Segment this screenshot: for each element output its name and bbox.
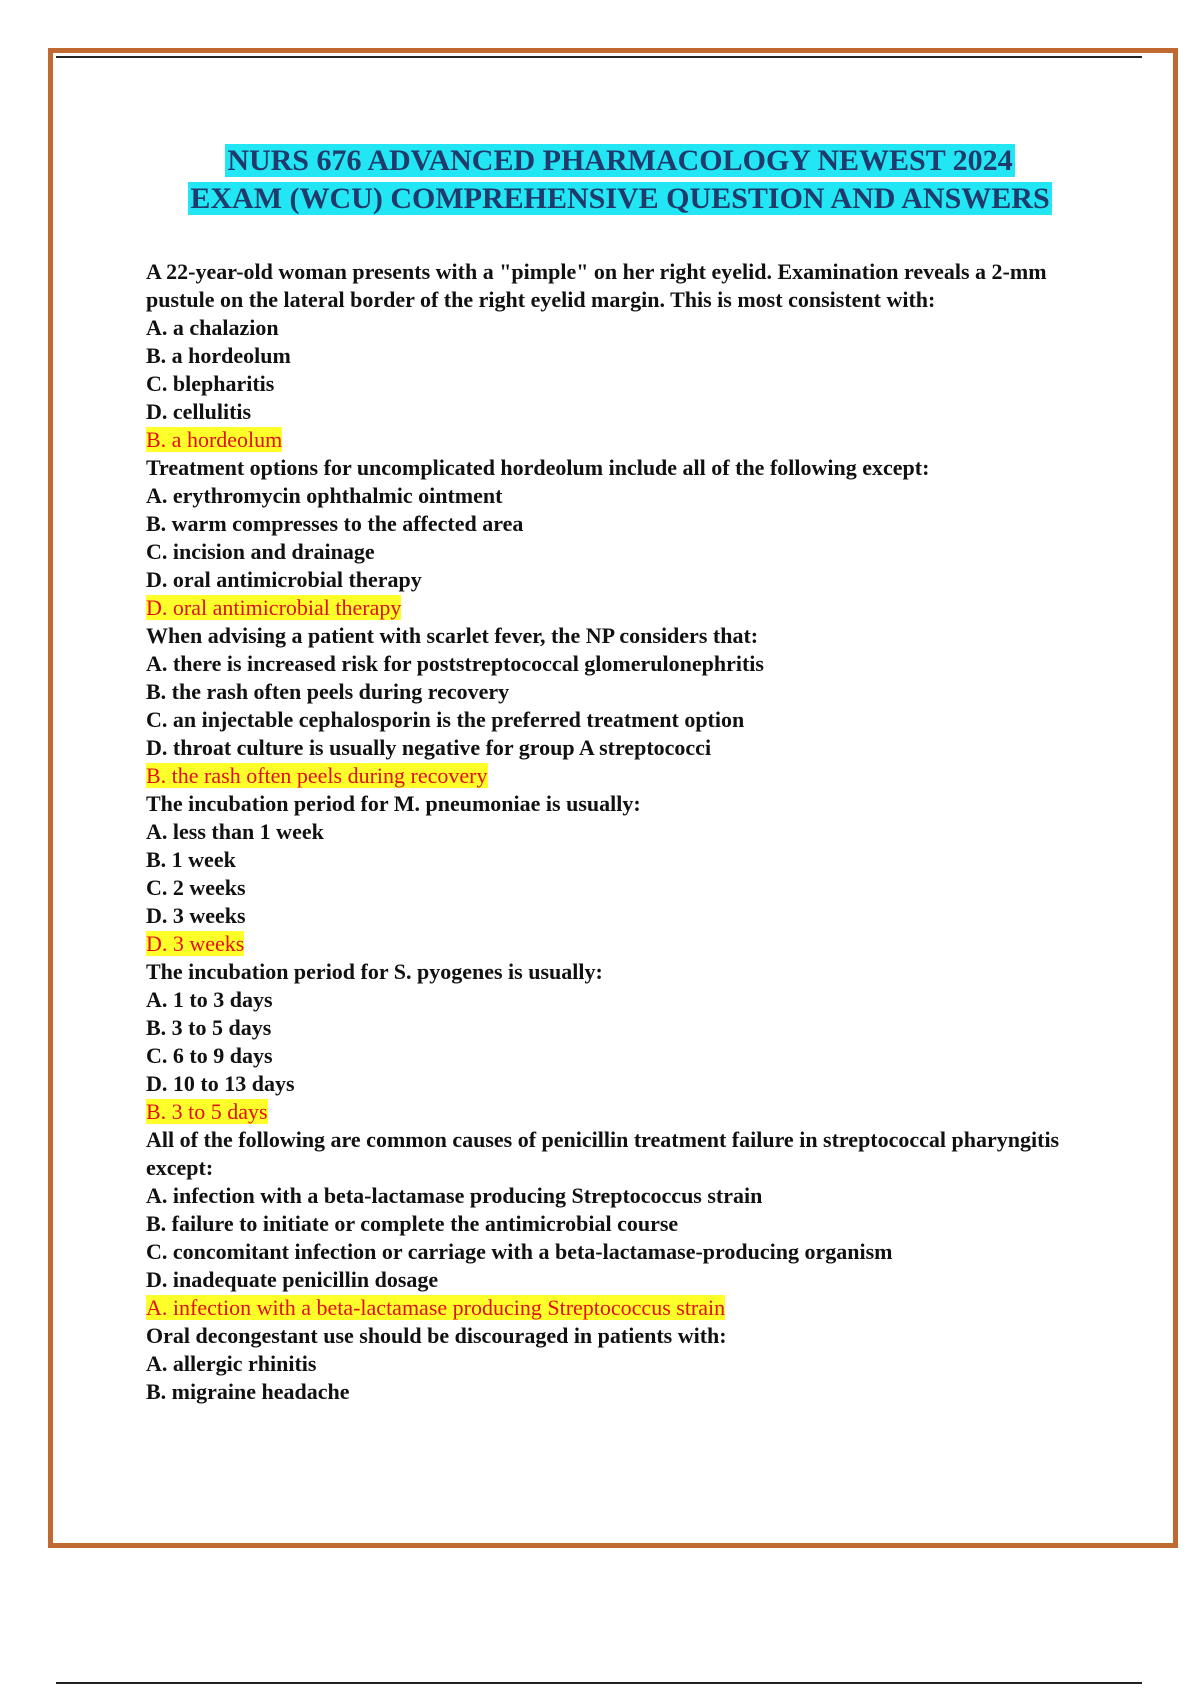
option: B. a hordeolum — [146, 343, 291, 368]
option: C. incision and drainage — [146, 539, 375, 564]
option: D. cellulitis — [146, 399, 252, 424]
option: C. 2 weeks — [146, 875, 246, 900]
bottom-rule — [56, 1682, 1142, 1684]
answer-text: B. a hordeolum — [146, 427, 283, 452]
option: D. inadequate penicillin dosage — [146, 1267, 439, 1292]
answer — [146, 930, 1106, 958]
option: B. 1 week — [146, 847, 236, 872]
question-text: The incubation period for S. pyogenes is usually: — [146, 959, 603, 984]
option: C. blepharitis — [146, 371, 275, 396]
title-line-2: EXAM (WCU) COMPREHENSIVE QUESTION AND ANSWERS — [190, 182, 1050, 215]
answer-text: B. the rash often peels during recovery — [146, 763, 488, 788]
question-text: When advising a patient with scarlet fever, the NP considers that: — [146, 623, 759, 648]
answer — [146, 762, 1106, 790]
option: A. less than 1 week — [146, 819, 324, 844]
option: C. concomitant infection or carriage with a beta-lactamase-producing organism — [146, 1239, 893, 1264]
option: C. an injectable cephalosporin is the preferred treatment option — [146, 707, 745, 732]
question-text: The incubation period for M. pneumoniae is usually: — [146, 791, 641, 816]
option: D. 3 weeks — [146, 903, 246, 928]
qa-content — [146, 258, 1106, 1406]
answer — [146, 426, 1106, 454]
answer — [146, 1294, 1106, 1322]
option: D. 10 to 13 days — [146, 1071, 295, 1096]
question-text: A 22-year-old woman presents with a "pimple" on her right eyelid. Examination reveals a 2-mm pustule on the lateral border of the right eyelid margin. This is most consistent with: — [146, 259, 1047, 312]
top-rule — [56, 56, 1142, 58]
option: A. allergic rhinitis — [146, 1351, 317, 1376]
option: B. warm compresses to the affected area — [146, 511, 524, 536]
option: A. erythromycin ophthalmic ointment — [146, 483, 503, 508]
option: A. 1 to 3 days — [146, 987, 273, 1012]
answer — [146, 594, 1106, 622]
option: D. oral antimicrobial therapy — [146, 567, 422, 592]
option: A. there is increased risk for poststreptococcal glomerulonephritis — [146, 651, 764, 676]
option: C. 6 to 9 days — [146, 1043, 273, 1068]
option: B. failure to initiate or complete the antimicrobial course — [146, 1211, 679, 1236]
question-text: Treatment options for uncomplicated hordeolum include all of the following except: — [146, 455, 930, 480]
answer-text: D. 3 weeks — [146, 931, 245, 956]
answer-text: A. infection with a beta-lactamase producing Streptococcus strain — [146, 1295, 726, 1320]
answer-text: D. oral antimicrobial therapy — [146, 595, 402, 620]
option: A. infection with a beta-lactamase producing Streptococcus strain — [146, 1183, 763, 1208]
option: B. the rash often peels during recovery — [146, 679, 510, 704]
answer-text: B. 3 to 5 days — [146, 1099, 268, 1124]
question-text: All of the following are common causes of penicillin treatment failure in streptococcal pharyngitis except: — [146, 1127, 1060, 1180]
option: D. throat culture is usually negative for group A streptococci — [146, 735, 712, 760]
question-text: Oral decongestant use should be discouraged in patients with: — [146, 1323, 727, 1348]
option: A. a chalazion — [146, 315, 279, 340]
document-title — [100, 142, 1140, 218]
option: B. migraine headache — [146, 1379, 350, 1404]
option: B. 3 to 5 days — [146, 1015, 272, 1040]
answer — [146, 1098, 1106, 1126]
title-line-1: NURS 676 ADVANCED PHARMACOLOGY NEWEST 2024 — [227, 144, 1013, 177]
